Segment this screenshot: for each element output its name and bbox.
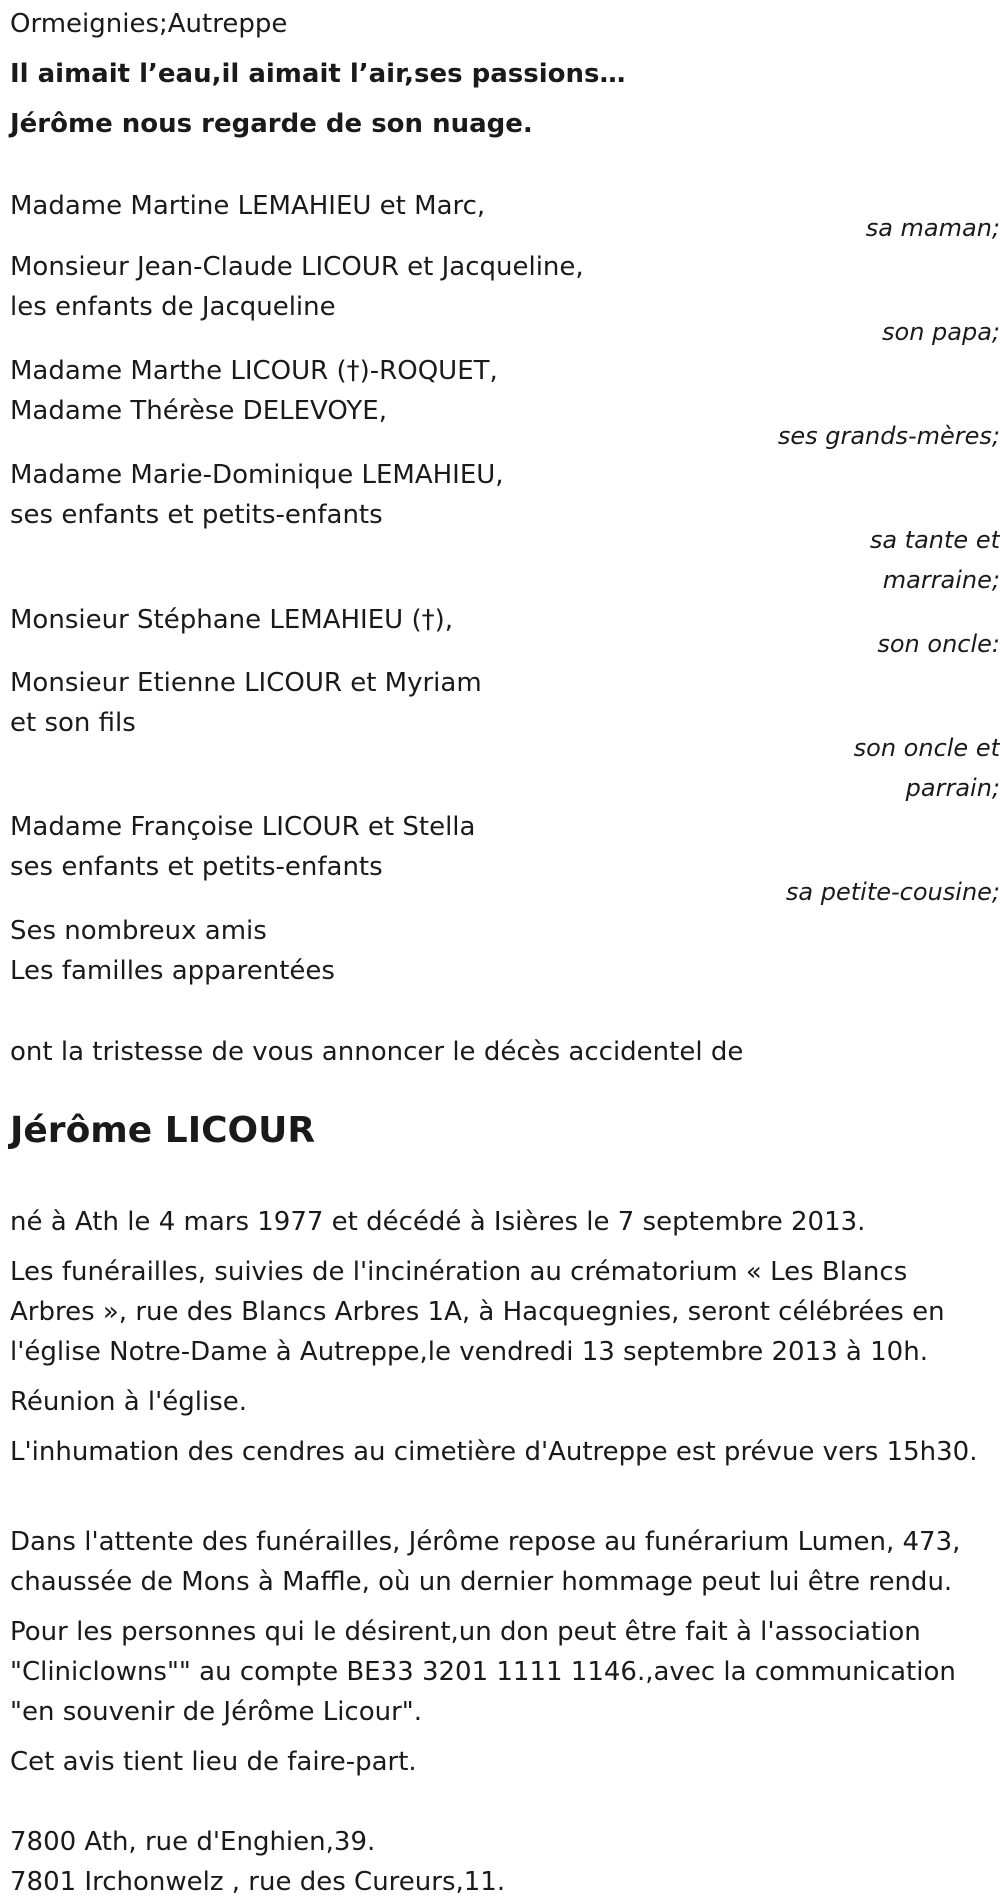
family-relation: son oncle et bbox=[853, 734, 1000, 762]
quote-line-1: Il aimait l’eau,il aimait l’air,ses passions… bbox=[10, 59, 626, 89]
notice-text: Cet avis tient lieu de faire-part. bbox=[10, 1747, 417, 1777]
family-member-sub: ses enfants et petits-enfants bbox=[10, 500, 383, 530]
funerarium-text: Dans l'attente des funérailles, Jérôme repose au funérarium Lumen, 473, chaussée de Mons à Maffle, où un dernier hommage peut lui être rendu. bbox=[10, 1527, 961, 1597]
family-member: Monsieur Etienne LICOUR et Myriam bbox=[10, 668, 482, 698]
family-relation: sa tante et bbox=[869, 526, 1000, 554]
family-relation: parrain; bbox=[905, 774, 1000, 802]
family-member-sub: Madame Thérèse DELEVOYE, bbox=[10, 396, 387, 426]
family-relation: sa maman; bbox=[865, 214, 1000, 242]
family-member: Monsieur Jean-Claude LICOUR et Jacqueline, bbox=[10, 252, 584, 282]
family-member-sub: Les familles apparentées bbox=[10, 956, 335, 986]
family-relation: son oncle: bbox=[877, 630, 1000, 658]
quote-line-2: Jérôme nous regarde de son nuage. bbox=[10, 109, 533, 139]
family-relation: marraine; bbox=[882, 566, 1000, 594]
family-member-sub: les enfants de Jacqueline bbox=[10, 292, 336, 322]
birth-death-text: né à Ath le 4 mars 1977 et décédé à Isières le 7 septembre 2013. bbox=[10, 1207, 866, 1237]
family-member-sub: et son fils bbox=[10, 708, 136, 738]
family-member: Madame Françoise LICOUR et Stella bbox=[10, 812, 476, 842]
deceased-name: Jérôme LICOUR bbox=[10, 1110, 316, 1151]
family-member: Madame Marthe LICOUR (†)-ROQUET, bbox=[10, 356, 498, 386]
family-member-sub: ses enfants et petits-enfants bbox=[10, 852, 383, 882]
family-member: Madame Marie-Dominique LEMAHIEU, bbox=[10, 460, 504, 490]
family-member: Ses nombreux amis bbox=[10, 916, 267, 946]
meeting-text: Réunion à l'église. bbox=[10, 1387, 248, 1417]
family-relation: sa petite-cousine; bbox=[785, 878, 1000, 906]
family-relation: ses grands-mères; bbox=[777, 422, 1000, 450]
address-line: 7801 Irchonwelz , rue des Cureurs,11. bbox=[10, 1867, 506, 1897]
donation-text: Pour les personnes qui le désirent,un don peut être fait à l'association "Cliniclowns"" au compte BE33 3201 1111 1146.,avec la communication "en souvenir de Jérôme Licour". bbox=[10, 1617, 956, 1727]
family-member: Monsieur Stéphane LEMAHIEU (†), bbox=[10, 605, 453, 635]
burial-text: L'inhumation des cendres au cimetière d'Autreppe est prévue vers 15h30. bbox=[10, 1437, 978, 1467]
family-relation: son papa; bbox=[882, 318, 1000, 346]
family-member: Madame Martine LEMAHIEU et Marc, bbox=[10, 191, 486, 221]
funeral-text: Les funérailles, suivies de l'incinération au crématorium « Les Blancs Arbres », rue des Blancs Arbres 1A, à Hacquegnies, seront célébrées en l'église Notre-Dame à Autreppe,le vendredi 13 septembre 2013 à 10h. bbox=[10, 1257, 945, 1367]
location-line: Ormeignies;Autreppe bbox=[10, 9, 288, 39]
address-line: 7800 Ath, rue d'Enghien,39. bbox=[10, 1827, 376, 1857]
announcement-text: ont la tristesse de vous annoncer le décès accidentel de bbox=[10, 1037, 744, 1067]
